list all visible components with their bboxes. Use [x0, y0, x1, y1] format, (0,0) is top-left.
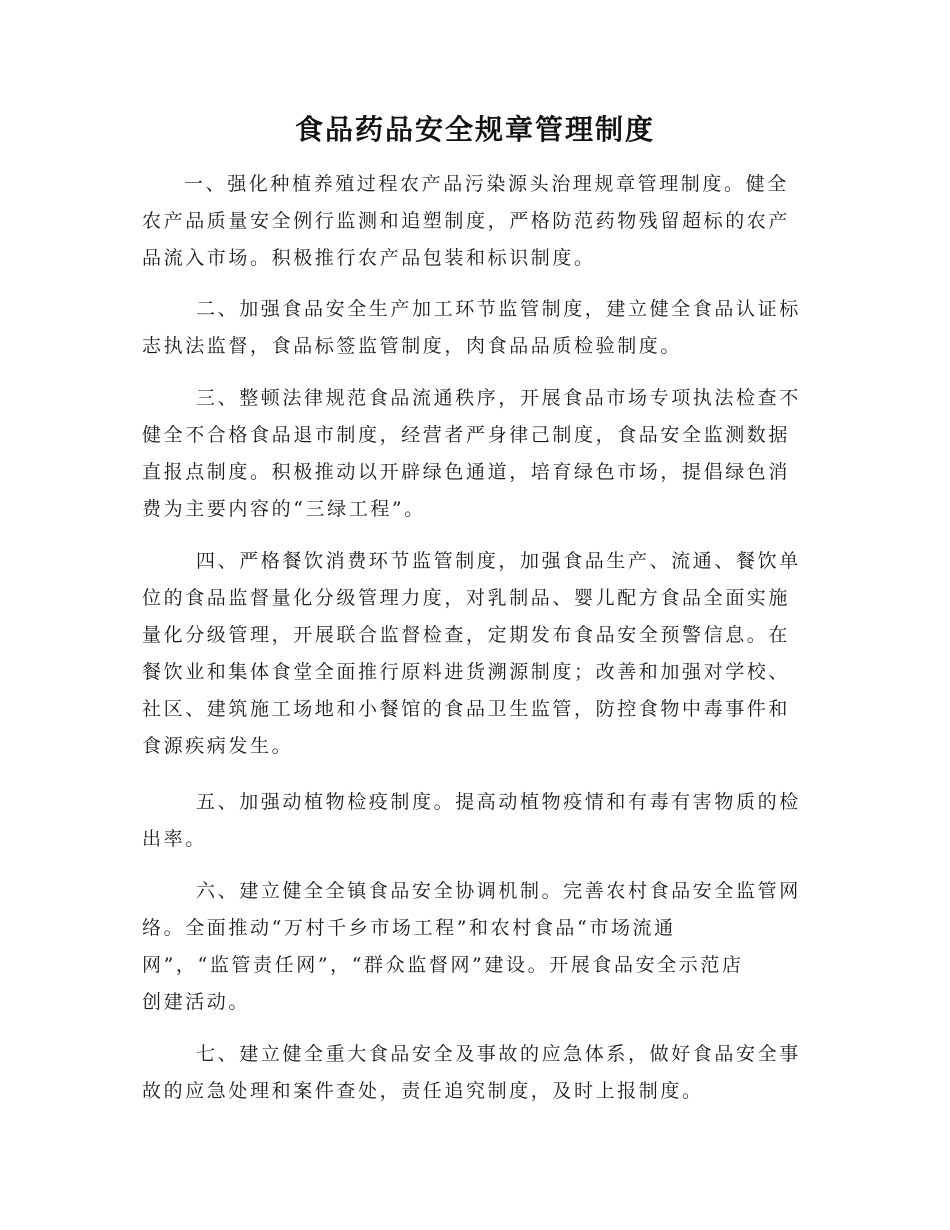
paragraph-2 [142, 291, 808, 365]
paragraph-line: 餐饮业和集体食堂全面推行原料进货溯源制度；改善和加强对学校、 [142, 661, 791, 683]
paragraph-line: 五、加强动植物检疫制度。提高动植物疫情和有毒有害物质的检 [196, 791, 801, 813]
paragraph-line: 四、严格餐饮消费环节监管制度，加强食品生产、流通、餐饮单 [196, 550, 801, 572]
paragraph-1 [142, 166, 808, 277]
paragraph-line: 网”，“监管责任网”，“群众监督网”建设。开展食品安全示范店 [142, 954, 744, 976]
paragraph-7 [142, 1036, 808, 1110]
paragraph-line: 食源疾病发生。 [142, 735, 294, 757]
paragraph-line: 六、建立健全全镇食品安全协调机制。完善农村食品安全监管网 [196, 880, 801, 902]
document-title: 食品药品安全规章管理制度 [294, 113, 655, 146]
paragraph-line: 健全不合格食品退市制度，经营者严身律己制度，食品安全监测数据 [142, 424, 791, 446]
paragraph-line: 量化分级管理，开展联合监督检查，定期发布食品安全预警信息。在 [142, 624, 791, 646]
paragraph-line: 故的应急处理和案件查处，责任追究制度，及时上报制度。 [142, 1080, 704, 1102]
paragraph-line: 品流入市场。积极推行农产品包装和标识制度。 [142, 247, 596, 269]
paragraph-line: 三、整顿法律规范食品流通秩序，开展食品市场专项执法检查不 [196, 387, 801, 409]
paragraph-line: 社区、建筑施工场地和小餐馆的食品卫生监管，防控食物中毒事件和 [142, 698, 791, 720]
paragraph-3 [142, 380, 808, 528]
paragraph-line: 络。全面推动“万村千乡市场工程”和农村食品“市场流通 [142, 917, 676, 939]
paragraph-line: 直报点制度。积极推动以开辟绿色通道，培育绿色市场，提倡绿色消 [142, 461, 791, 483]
paragraph-line: 费为主要内容的“三绿工程”。 [142, 498, 426, 520]
paragraph-6 [142, 873, 808, 1021]
paragraph-line: 农产品质量安全例行监测和追塑制度，严格防范药物残留超标的农产 [142, 210, 791, 232]
paragraph-4 [142, 543, 808, 765]
paragraph-line: 出率。 [142, 828, 207, 850]
paragraph-line: 创建活动。 [142, 991, 251, 1013]
paragraph-line: 一、强化种植养殖过程农产品污染源头治理规章管理制度。健全 [184, 173, 789, 195]
paragraph-line: 二、加强食品安全生产加工环节监管制度，建立健全食品认证标 [196, 298, 801, 320]
paragraph-line: 位的食品监督量化分级管理力度，对乳制品、婴儿配方食品全面实施 [142, 587, 791, 609]
paragraph-line: 七、建立健全重大食品安全及事故的应急体系，做好食品安全事 [196, 1043, 801, 1065]
paragraph-line: 志执法监督，食品标签监管制度，肉食品品质检验制度。 [142, 335, 683, 357]
paragraph-5 [142, 784, 808, 858]
